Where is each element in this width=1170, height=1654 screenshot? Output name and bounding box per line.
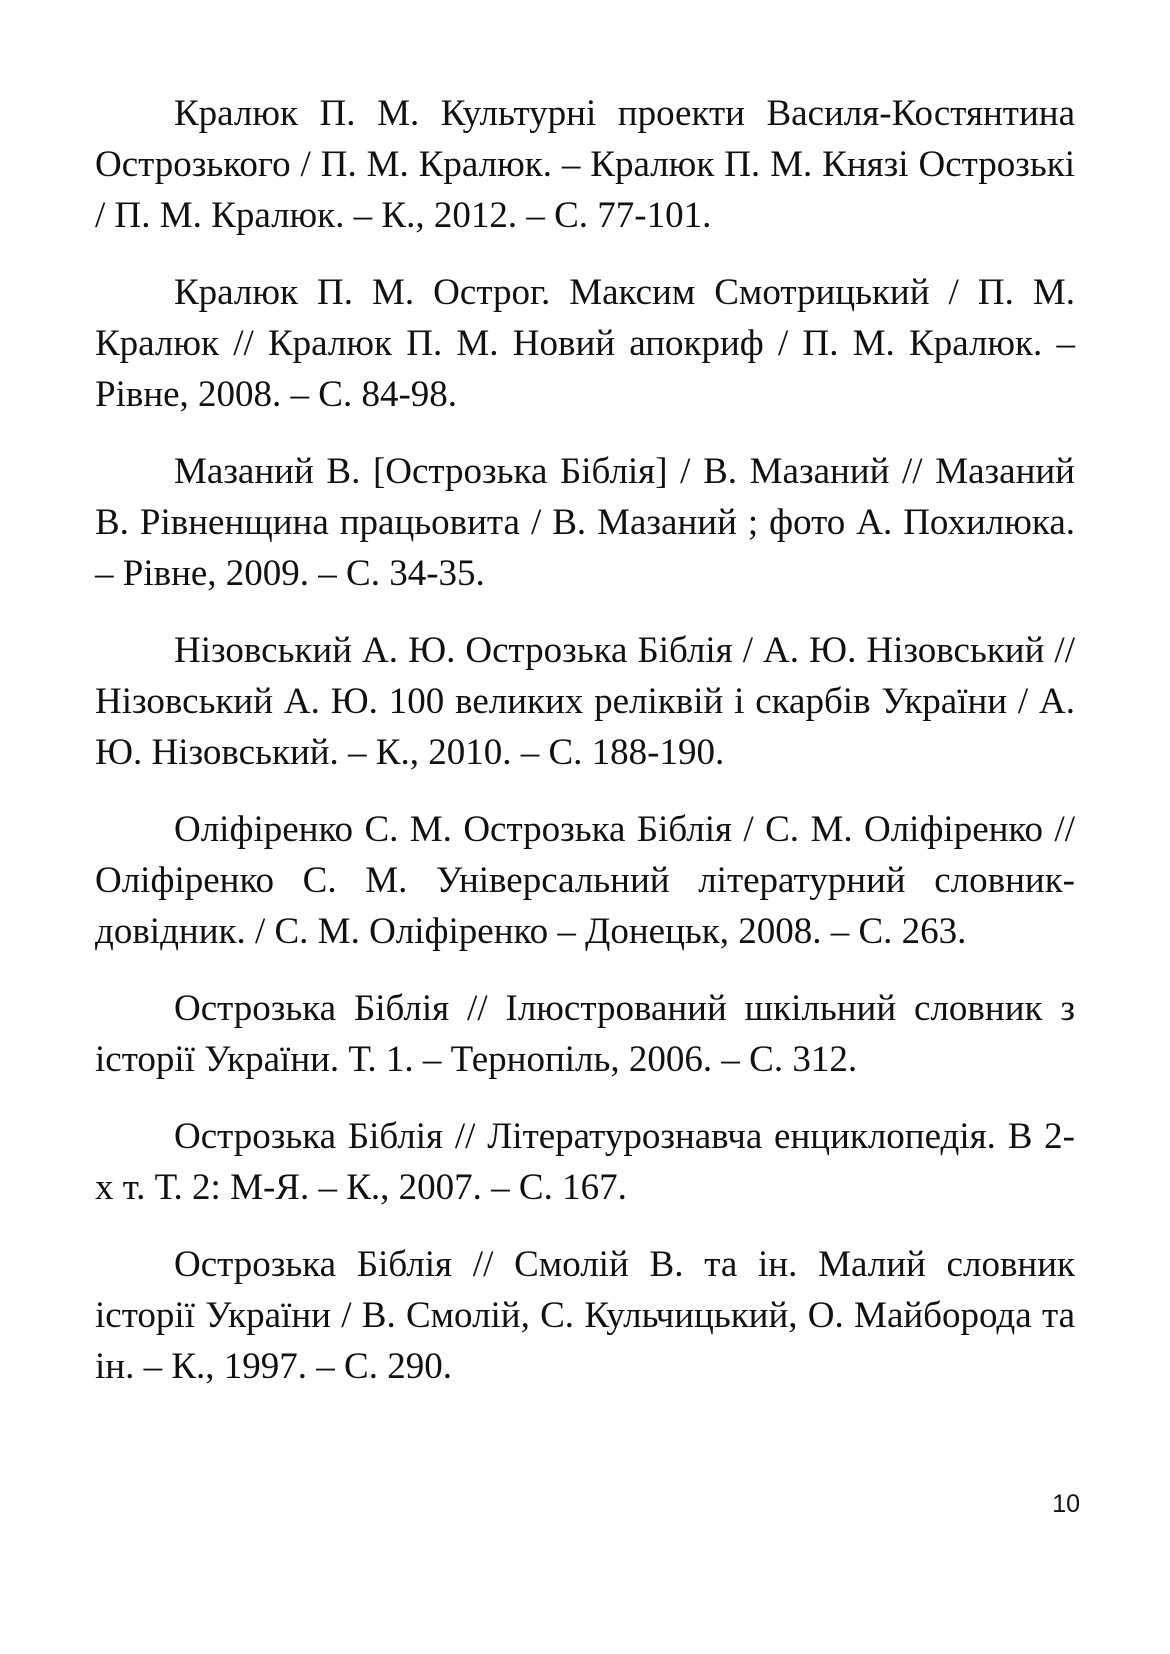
bibliography-entry: Кралюк П. М. Культурні проекти Василя-Костянтина Острозького / П. М. Кралюк. – Кралюк П. М. Князі Острозькі / П. М. Кралюк. – К., 2012. – С. 77-101. [95,93,1075,236]
page-number: 10 [1052,1490,1080,1518]
bibliography-entry: Мазаний В. [Острозька Біблія] / В. Мазаний // Мазаний В. Рівненщина працьовита / В. Мазаний ; фото А. Похилюка. – Рівне, 2009. – С. 34-35. [95,451,1075,594]
bibliography-entry: Острозька Біблія // Літературознавча енциклопедія. В 2-х т. Т. 2: М-Я. – К., 2007. – С. 167. [95,1116,1075,1208]
bibliography-entry: Нізовський А. Ю. Острозька Біблія / А. Ю. Нізовський // Нізовський А. Ю. 100 великих реліквій і скарбів України / А. Ю. Нізовський. – К., 2010. – С. 188-190. [95,630,1075,773]
bibliography-entry: Острозька Біблія // Смолій В. та ін. Малий словник історії України / В. Смолій, С. Кульчицький, О. Майборода та ін. – К., 1997. – С. 290. [95,1244,1075,1387]
bibliography-list [95,88,1075,1418]
bibliography-entry: Острозька Біблія // Ілюстрований шкільний словник з історії України. Т. 1. – Тернопіль, 2006. – С. 312. [95,988,1075,1080]
bibliography-entry: Кралюк П. М. Острог. Максим Смотрицький / П. М. Кралюк // Кралюк П. М. Новий апокриф / П. М. Кралюк. – Рівне, 2008. – С. 84-98. [95,272,1075,415]
bibliography-entry: Оліфіренко С. М. Острозька Біблія / С. М. Оліфіренко // Оліфіренко С. М. Універсальний літературний словник-довідник. / С. М. Оліфіренко – Донецьк, 2008. – С. 263. [95,809,1075,952]
